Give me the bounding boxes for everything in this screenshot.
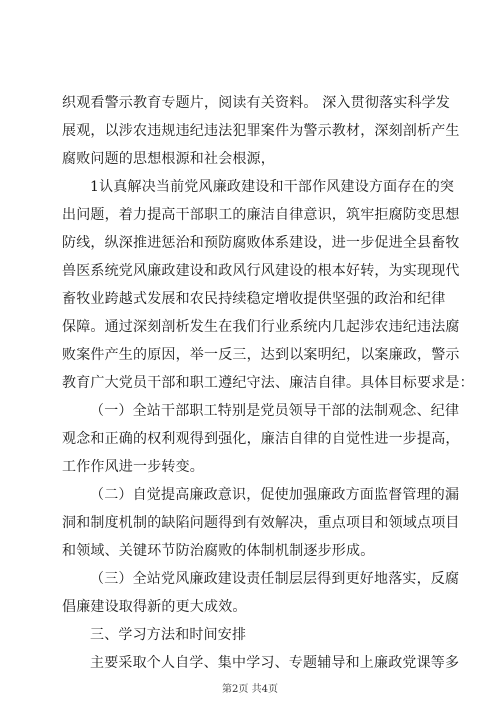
- text-line: （一）全站干部职工特别是党员领导干部的法制观念、纪律: [90, 403, 460, 419]
- text-line: 兽医系统党风廉政建设和政风行风建设的根本好转，为实现现代: [62, 263, 460, 279]
- page-footer: 第2页 共4页: [222, 684, 278, 695]
- text-line: （三）全站党风廉政建设责任制层层得到更好地落实，反腐: [90, 571, 460, 587]
- text-line: 和领域、关键环节防治腐败的体制机制逐步形成。: [62, 543, 375, 559]
- section-heading: 三、学习方法和时间安排: [90, 627, 247, 643]
- text-line: 织观看警示教育专题片，阅读有关资料。 深入贯彻落实科学发: [62, 95, 451, 111]
- text-line: 腐败问题的思想根源和社会根源，: [62, 151, 275, 167]
- text-line: 保障。通过深刻剖析发生在我们行业系统内几起涉农违纪违法腐: [62, 319, 460, 335]
- text-line: 1认真解决当前党风廉政建设和干部作风建设方面存在的突: [90, 179, 455, 195]
- text-line: 畜牧业跨越式发展和农民持续稳定增收提供坚强的政治和纪律: [62, 291, 446, 307]
- text-line: 出问题，着力提高干部职工的廉洁自律意识，筑牢拒腐防变思想: [62, 207, 460, 223]
- text-line: 败案件产生的原因，举一反三，达到以案明纪，以案廉政，警示: [62, 347, 460, 363]
- text-line: 展观，以涉农违规违纪违法犯罪案件为警示教材，深刻剖析产生: [62, 123, 460, 139]
- text-line: 洞和制度机制的缺陷问题得到有效解决，重点项目和领域点项目: [62, 515, 460, 531]
- text-line: （二）自觉提高廉政意识，促使加强廉政方面监督管理的漏: [90, 487, 460, 503]
- text-line: 教育广大党员干部和职工遵纪守法、廉洁自律。具体目标要求是：: [62, 375, 474, 391]
- text-line: 防线，纵深推进惩治和预防腐败体系建设，进一步促进全县畜牧: [62, 235, 460, 251]
- text-line: 工作作风进一步转变。: [62, 459, 204, 475]
- text-line: 主要采取个人自学、集中学习、专题辅导和上廉政党课等多: [90, 655, 460, 671]
- text-line: 倡廉建设取得新的更大成效。: [62, 599, 247, 615]
- text-line: 观念和正确的权利观得到强化，廉洁自律的自觉性进一步提高，: [62, 431, 460, 447]
